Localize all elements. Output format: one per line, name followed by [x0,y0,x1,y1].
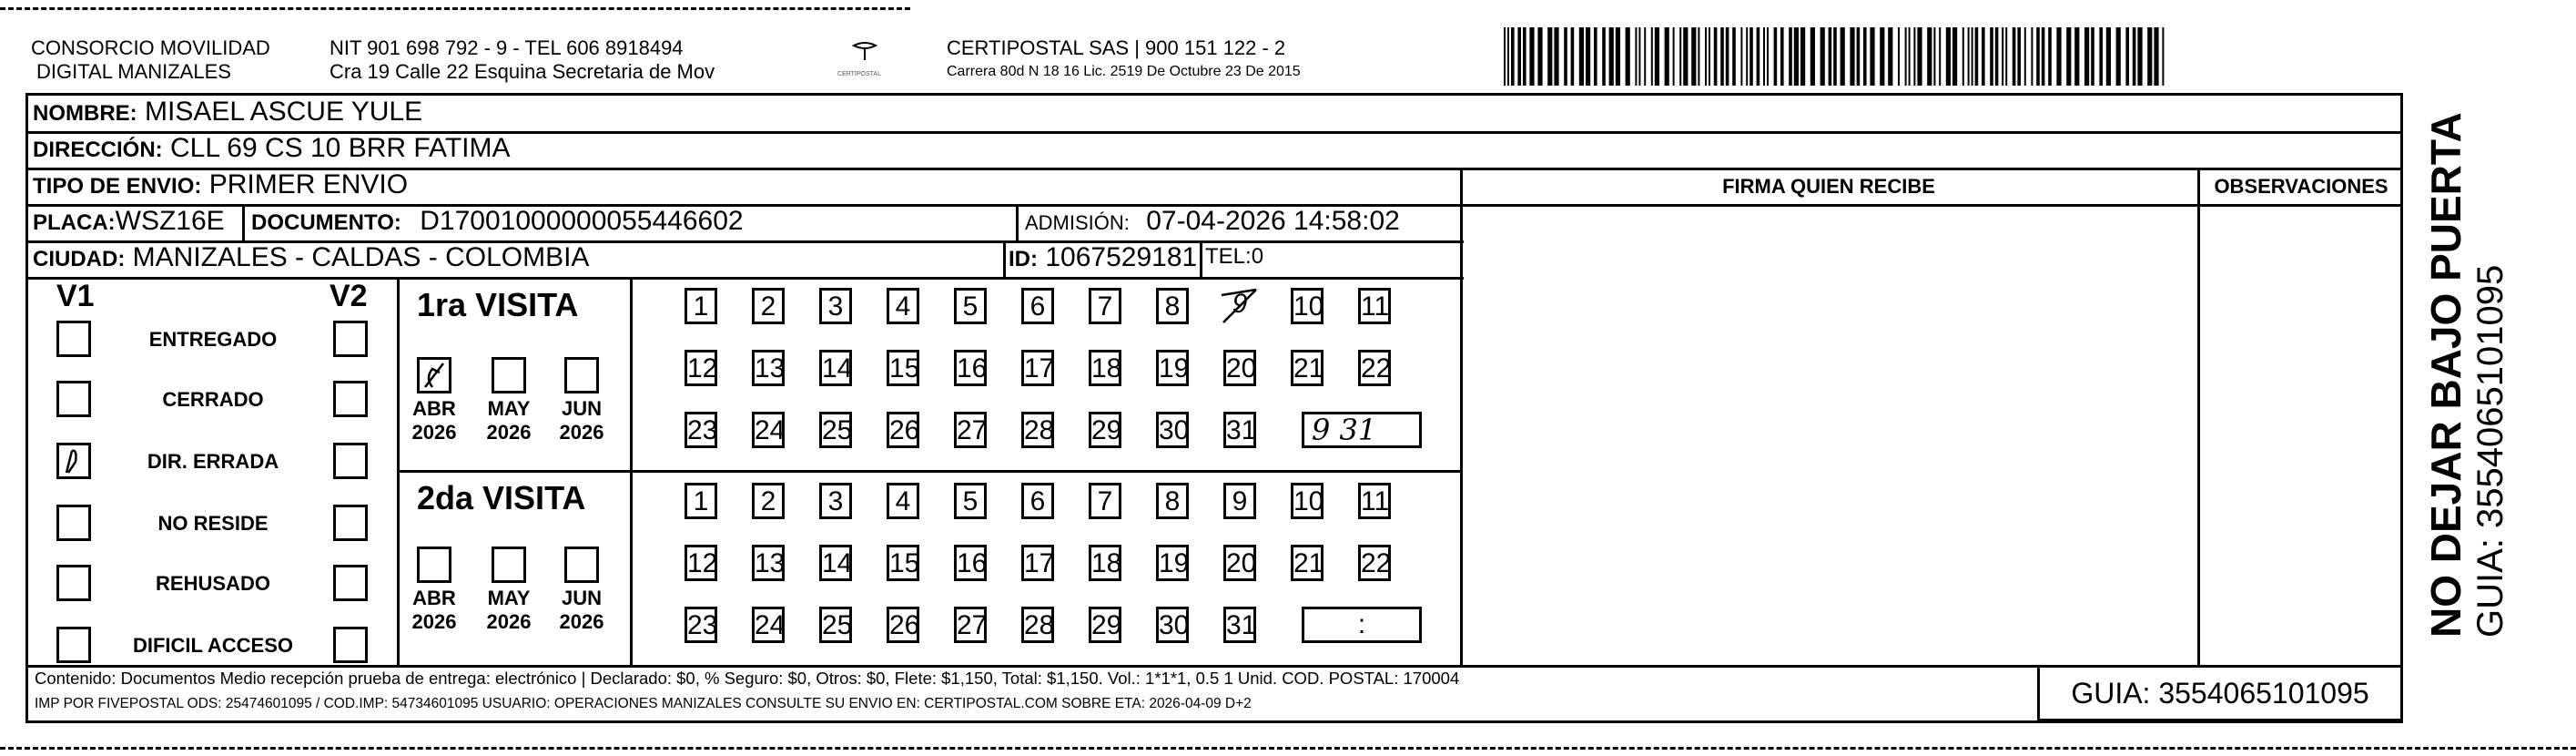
v1-checkbox-4[interactable] [56,565,91,601]
day-cell-18[interactable]: 18 [1089,350,1121,386]
day-cell-17[interactable]: 17 [1021,350,1054,386]
barcode-bar [1746,27,1748,86]
documento-label: DOCUMENTO: [251,210,401,235]
barcode-bar [1780,27,1784,86]
v2-header: V2 [330,279,368,313]
col-divider [1016,204,1019,240]
direccion-row [33,133,510,164]
barcode-bar [1774,27,1778,86]
day-cell-12[interactable]: 12 [685,350,717,386]
day-cell-27[interactable]: 27 [954,607,987,643]
admision-value: 07-04-2026 14:58:02 [1146,206,1400,236]
id-label: ID: [1009,247,1038,271]
direccion-label: DIRECCIÓN: [33,138,163,162]
ciudad-field [33,242,589,273]
barcode-bar [2091,27,2094,86]
placa-field [33,206,225,237]
barcode-bar [1673,27,1675,86]
day-cell-4[interactable]: 4 [887,483,919,519]
day-cell-22[interactable]: 22 [1358,545,1391,581]
day-cell-3[interactable]: 3 [819,288,852,324]
tipo-envio-row [33,169,408,200]
day-cell-7[interactable]: 7 [1089,483,1121,519]
day-cell-14[interactable]: 14 [819,545,852,581]
barcode-bar [2024,27,2026,86]
company-name-line1: CONSORCIO MOVILIDAD [31,36,270,59]
day-cell-23[interactable]: 23 [685,607,717,643]
v1-checkbox-3[interactable] [56,505,91,541]
barcode-bar [1820,27,1825,86]
barcode-bar [1594,27,1597,86]
barcode-bar [2002,27,2003,86]
barcode-bar [1829,27,1832,86]
first-visit-time-box[interactable] [1302,412,1422,448]
barcode-bar [1679,27,1681,86]
barcode-bar [1767,27,1769,86]
month-checkbox-abr[interactable] [417,357,451,393]
day-cell-29[interactable]: 29 [1089,412,1121,448]
placa-value: WSZ16E [115,206,225,236]
second-visit-time-colon: : [1357,609,1366,639]
barcode-bar [2137,27,2142,86]
first-visit-handwritten-time: 9 31 [1312,413,1377,447]
barcode-bar [2147,27,2152,86]
barcode-bar [1939,27,1941,86]
month-label-may: MAY 2026 [486,587,532,633]
barcode-bar [1905,27,1907,86]
v1-checkbox-1[interactable] [56,381,91,417]
barcode-bar [1517,27,1521,86]
barcode-bar [1946,27,1951,86]
day-cell-31[interactable]: 31 [1223,607,1256,643]
barcode-bar [1917,27,1922,86]
day-cell-20[interactable]: 20 [1223,350,1256,386]
day-cell-15[interactable]: 15 [887,545,919,581]
month-checkbox-may[interactable] [492,547,526,583]
day-cell-19[interactable]: 19 [1156,350,1189,386]
barcode-bar [2066,27,2071,86]
barcode-bar [1554,27,1558,86]
barcode-bar [2154,27,2158,86]
day-cell-5[interactable]: 5 [954,483,987,519]
barcode-bar [1504,27,1506,86]
col-divider [1003,240,1006,277]
day-cell-11[interactable]: 11 [1358,483,1391,519]
day-cell-28[interactable]: 28 [1021,607,1054,643]
direccion-value: CLL 69 CS 10 BRR FATIMA [170,133,511,163]
courier-address: Carrera 80d N 18 16 Lic. 2519 De Octubre 23 De 2015 [947,64,1301,79]
day-cell-24[interactable]: 24 [752,607,785,643]
id-field [1009,242,1197,273]
barcode-bar [2133,27,2136,86]
barcode-bar [2084,27,2089,86]
day-cell-7[interactable]: 7 [1089,288,1121,324]
day-cell-6[interactable]: 6 [1021,483,1054,519]
barcode-bar [1571,27,1575,86]
barcode-bar [1888,27,1892,86]
v2-checkbox-2[interactable] [333,443,368,479]
barcode-bar [1927,27,1932,86]
month-checkbox-abr[interactable] [417,547,451,583]
barcode-bar [2162,27,2164,86]
barcode-bar [1705,27,1707,86]
day-cell-4[interactable]: 4 [887,288,919,324]
day-cell-31[interactable]: 31 [1223,412,1256,448]
barcode-bar [2116,27,2121,86]
barcode-bar [2042,27,2045,86]
v2-checkbox-0[interactable] [333,321,368,357]
barcode-bar [1857,27,1861,86]
barcode-bar [1579,27,1584,86]
v2-checkbox-1[interactable] [333,381,368,417]
month-label-jun: JUN 2026 [559,397,604,444]
month-label-abr: ABR 2026 [411,397,457,444]
barcode-bar [1547,27,1552,86]
no-dejar-bajo-puerta: NO DEJAR BAJO PUERTA [2422,112,2470,638]
tel-value: 0 [1251,244,1264,269]
day-cell-8[interactable]: 8 [1156,288,1189,324]
v1-checkbox-2[interactable] [56,443,91,479]
barcode-bar [2048,27,2052,86]
barcode-bar [2013,27,2016,86]
barcode-bar [1709,27,1710,86]
barcode-bar [1763,27,1765,86]
day-cell-22[interactable]: 22 [1358,350,1391,386]
barcode-bar [1968,27,1970,86]
month-checkbox-jun[interactable] [564,357,599,393]
barcode-bar [1665,27,1669,86]
day-cell-25[interactable]: 25 [819,412,852,448]
barcode-bar [2036,27,2040,86]
day-cell-30[interactable]: 30 [1156,607,1189,643]
barcode-bar [1537,27,1542,86]
month-label-abr: ABR 2026 [411,587,457,633]
barcode-bar [2074,27,2079,86]
courier-logo-caption: CERTIPOSTAL [837,71,881,77]
barcode-bar [1841,27,1845,86]
firma-header-line [1460,204,2403,207]
day-cell-18[interactable]: 18 [1089,545,1121,581]
barcode-bar [1850,27,1854,86]
day-cell-14[interactable]: 14 [819,350,852,386]
barcode-bar [1609,27,1614,86]
v2-checkbox-4[interactable] [333,565,368,601]
day-cell-24[interactable]: 24 [752,412,785,448]
barcode-bar [2099,27,2103,86]
status-label-2: DIR. ERRADA [147,450,279,473]
barcode-bar [1644,27,1646,86]
documento-field [251,206,744,237]
top-dashed-line [0,7,910,10]
day-cell-10[interactable]: 10 [1291,483,1323,519]
barcode-bar [1651,27,1653,86]
barcode-bar [1833,27,1837,86]
day-cell-13[interactable]: 13 [752,545,785,581]
day-cell-16[interactable]: 16 [954,350,987,386]
barcode-bar [1933,27,1935,86]
guia-box [2037,665,2403,721]
barcode-bar [1740,27,1742,86]
day-cell-21[interactable]: 21 [1291,350,1323,386]
barcode-bar [1757,27,1760,86]
barcode-bar [1720,27,1724,86]
barcode-bar [2125,27,2129,86]
v2-checkbox-5[interactable] [333,627,368,663]
barcode-bar [1616,27,1620,86]
placa-label: PLACA: [33,210,116,235]
day-cell-13[interactable]: 13 [752,350,785,386]
courier-logo-icon [847,38,883,75]
barcode-bar [1511,27,1515,86]
barcode-bar [1789,27,1792,86]
barcode-bar [1714,27,1718,86]
barcode-bar [1870,27,1874,86]
barcode-bar [1800,27,1805,86]
month-label-may: MAY 2026 [486,397,532,444]
day-cell-12[interactable]: 12 [685,545,717,581]
barcode-bar [1523,27,1526,86]
barcode-bar [1635,27,1637,86]
day-cell-6[interactable]: 6 [1021,288,1054,324]
barcode-bar [1691,27,1696,86]
barcode-bar [2106,27,2111,86]
second-visit-time-box[interactable] [1302,607,1422,643]
day-cell-27[interactable]: 27 [954,412,987,448]
nombre-row [33,97,422,128]
day-cell-25[interactable]: 25 [819,607,852,643]
day-cell-15[interactable]: 15 [887,350,919,386]
barcode-bar [1880,27,1884,86]
contenido-text: Contenido: Documentos Medio recepción prueba de entrega: electrónico | Declarado: $0, % Seguro: $0, Otros: $0, Flete: $1,150, Total: $1,150. Vol.: 1*1*1, 0.5 1 Unid. COD. POSTAL: 170004 [35,669,1460,688]
barcode-bar [1655,27,1659,86]
visit-divider [630,277,633,665]
v1-header: V1 [56,279,95,313]
v1-checkbox-5[interactable] [56,627,91,663]
day-cell-9[interactable]: 9 [1223,483,1256,519]
day-cell-20[interactable]: 20 [1223,545,1256,581]
observaciones-header: OBSERVACIONES [2214,175,2388,198]
status-label-4: REHUSADO [156,572,270,595]
status-label-5: DIFICIL ACCESO [132,634,293,657]
barcode-bar [1913,27,1915,86]
barcode-bar [2031,27,2033,86]
imp-text: IMP POR FIVEPOSTAL ODS: 25474601095 / COD.IMP: 54734601095 USUARIO: OPERACIONES MANIZALES CONSULTE SU ENVIO EN: CERTIPOSTAL.COM SOBRE ETA: 2026-04-09 D+2 [35,696,1252,711]
col-divider [1460,168,1463,665]
day-cell-19[interactable]: 19 [1156,545,1189,581]
status-label-3: NO RESIDE [157,512,269,535]
barcode-bar [1726,27,1729,86]
day-cell-17[interactable]: 17 [1021,545,1054,581]
ciudad-label: CIUDAD: [33,247,126,271]
admision-label: ADMISIÓN: [1025,211,1130,234]
barcode-bar [2017,27,2021,86]
barcode-bar [1909,27,1911,86]
visit-divider [397,470,1463,473]
day-cell-8[interactable]: 8 [1156,483,1189,519]
company-nit: NIT 901 698 792 - 9 - TEL 606 8918494 [330,36,684,59]
day-cell-10[interactable]: 10 [1291,288,1323,324]
barcode-bar [1810,27,1815,86]
company-name-line2: DIGITAL MANIZALES [36,60,231,83]
documento-value: D17001000000055446602 [420,206,744,236]
barcode-bar [1698,27,1699,86]
ciudad-value: MANIZALES - CALDAS - COLOMBIA [132,242,590,272]
barcode-bar [1990,27,1993,86]
tracking-barcode [1500,27,2174,86]
v1-checkbox-0[interactable] [56,321,91,357]
tel-field [1205,244,1263,270]
barcode-bar [1962,27,1964,86]
barcode-bar [1602,27,1606,86]
firma-header: FIRMA QUIEN RECIBE [1722,175,1935,198]
barcode-bar [1683,27,1688,86]
guia-box-text: GUIA: 3554065101095 [2071,677,2369,710]
day-cell-11[interactable]: 11 [1358,288,1391,324]
barcode-bar [1972,27,1973,86]
day-cell-26[interactable]: 26 [887,607,919,643]
day-cell-9[interactable]: 9 [1223,288,1256,324]
day-cell-1[interactable]: 1 [685,483,717,519]
day-cell-16[interactable]: 16 [954,545,987,581]
nombre-label: NOMBRE: [33,101,137,126]
status-label-1: CERRADO [162,388,264,411]
col-divider [2197,168,2200,665]
barcode-bar [1586,27,1590,86]
nombre-value: MISAEL ASCUE YULE [145,97,423,127]
tipo-envio-value: PRIMER ENVIO [208,169,409,199]
tipo-envio-label: TIPO DE ENVIO: [33,174,202,199]
barcode-bar [1529,27,1534,86]
barcode-bar [1749,27,1753,86]
barcode-bar [1952,27,1957,86]
col-divider [242,204,245,240]
month-label-jun: JUN 2026 [559,587,604,633]
day-cell-1[interactable]: 1 [685,288,717,324]
day-cell-2[interactable]: 2 [752,288,785,324]
barcode-bar [1638,27,1640,86]
day-cell-5[interactable]: 5 [954,288,987,324]
day-cell-3[interactable]: 3 [819,483,852,519]
barcode-bar [1863,27,1867,86]
month-checkbox-may[interactable] [492,357,526,393]
first-visit-title: 1ra VISITA [417,286,579,323]
barcode-bar [1975,27,1979,86]
side-guia: GUIA: 3554065101095 [2470,264,2510,638]
barcode-bar [2056,27,2061,86]
col-divider [1200,240,1202,277]
day-cell-2[interactable]: 2 [752,483,785,519]
barcode-bar [1626,27,1630,86]
barcode-bar [2005,27,2007,86]
day-cell-29[interactable]: 29 [1089,607,1121,643]
admision-field [1025,206,1400,237]
side-text [2421,91,2530,638]
barcode-bar [1732,27,1736,86]
second-visit-title: 2da VISITA [417,479,586,516]
barcode-bar [1982,27,1985,86]
v2-checkbox-3[interactable] [333,505,368,541]
courier-name: CERTIPOSTAL SAS | 900 151 122 - 2 [947,36,1286,59]
status-label-0: ENTREGADO [148,328,278,351]
day-cell-28[interactable]: 28 [1021,412,1054,448]
barcode-bar [1898,27,1900,86]
barcode-bar [1507,27,1509,86]
id-value: 1067529181 [1045,242,1198,272]
bottom-dashed-line [0,747,2576,750]
day-cell-26[interactable]: 26 [887,412,919,448]
day-cell-30[interactable]: 30 [1156,412,1189,448]
barcode-bar [1564,27,1567,86]
tel-label: TEL: [1205,244,1252,269]
barcode-bar [1794,27,1799,86]
barcode-bar [1995,27,1999,86]
day-cell-23[interactable]: 23 [685,412,717,448]
row-divider [25,277,1464,280]
company-address: Cra 19 Calle 22 Esquina Secretaria de Mov [330,60,715,83]
day-cell-21[interactable]: 21 [1291,545,1323,581]
month-checkbox-jun[interactable] [564,547,599,583]
